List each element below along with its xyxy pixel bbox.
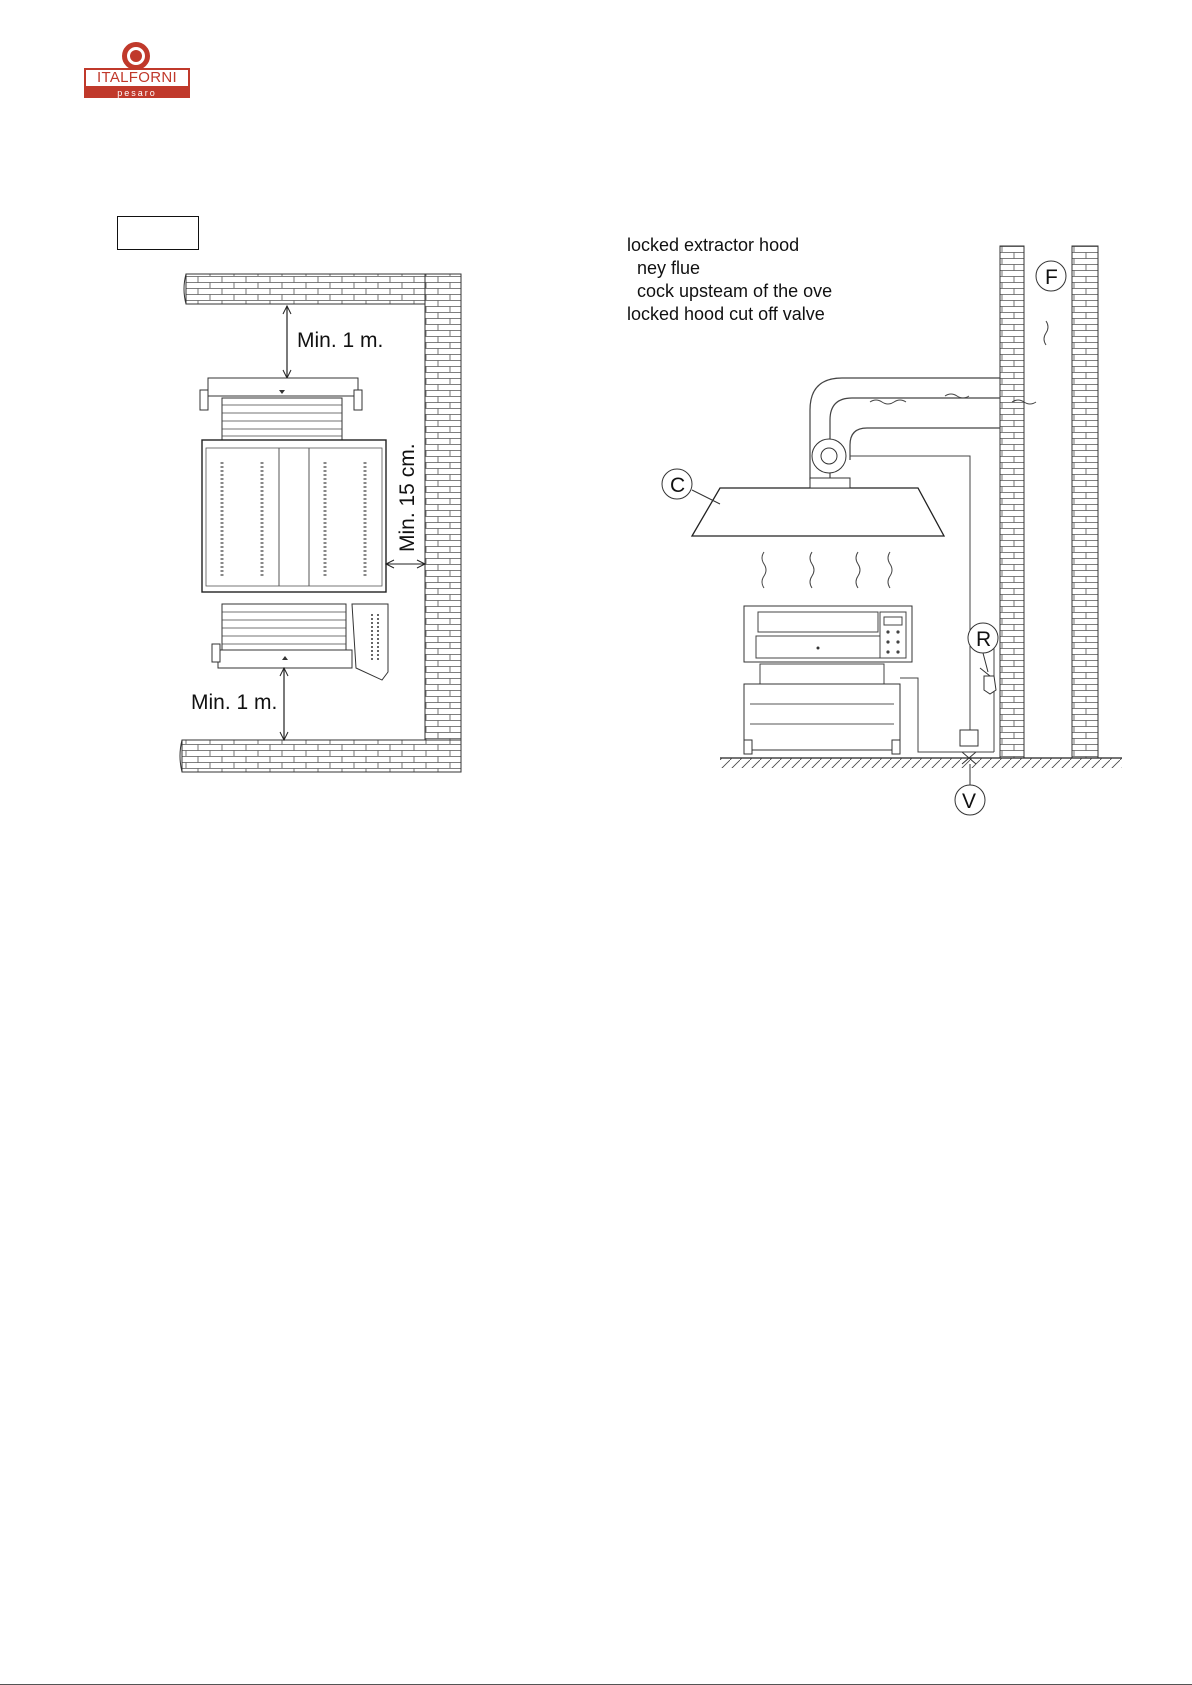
extractor-hood [692, 488, 944, 536]
legend-line-v: locked hood cut off valve [627, 304, 825, 324]
bottom-wall [182, 740, 461, 772]
floor [720, 758, 1122, 768]
legend-line-r: cock upsteam of the ove [627, 281, 833, 301]
legend-line-f: ney flue [627, 258, 701, 278]
callout-c: C [670, 474, 686, 497]
clearance-top-view-diagram [0, 0, 600, 800]
right-wall [425, 274, 461, 772]
logo-brand: ITALFORNI [84, 68, 190, 88]
chimney-wall-left [1000, 246, 1024, 758]
logo-subtitle: pesaro [84, 88, 190, 98]
dim-top-label: Min. 1 m. [297, 329, 384, 352]
top-wall [186, 274, 461, 304]
dim-side-label: Min. 15 cm. [396, 443, 419, 552]
dim-bottom-label: Min. 1 m. [191, 691, 278, 714]
oven-body-top-view [202, 440, 386, 592]
extraction-hood-diagram [600, 220, 1160, 820]
legend-line-c: locked extractor hood [627, 235, 800, 255]
callout-v: V [962, 790, 977, 813]
chimney-wall-right [1072, 246, 1098, 758]
callout-r: R [976, 628, 992, 651]
callout-f: F [1045, 266, 1058, 289]
